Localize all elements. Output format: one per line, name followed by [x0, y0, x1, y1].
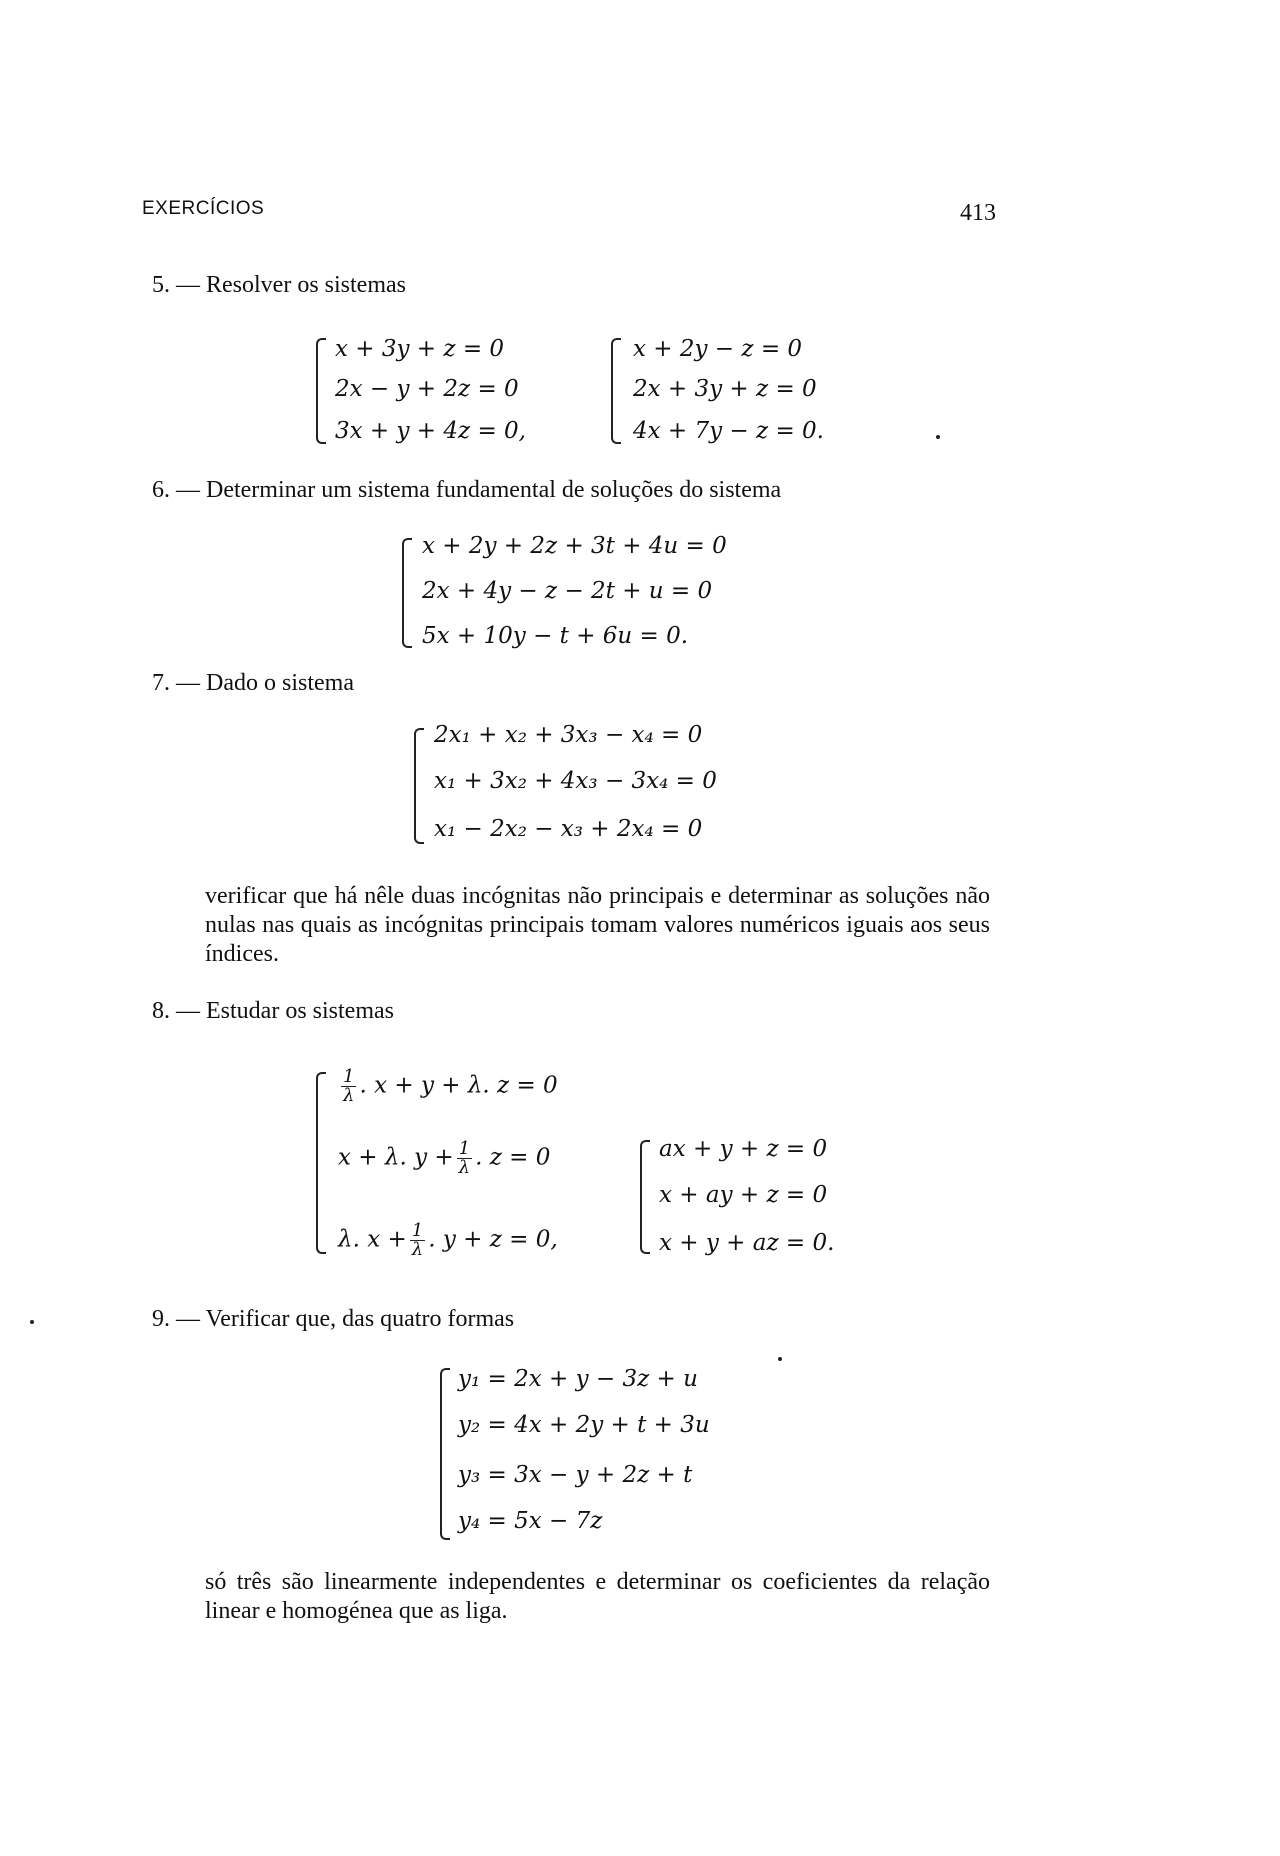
- equation-lambda-1: [338, 1068, 558, 1105]
- equation: y₃ = 3x − y + 2z + t: [458, 1462, 693, 1488]
- equation: y₂ = 4x + 2y + t + 3u: [458, 1412, 710, 1438]
- equation-rest: . y + z = 0,: [428, 1226, 558, 1253]
- stray-dot: [936, 435, 940, 439]
- exercise-9-text: só três são linearmente independentes e determinar os coeficientes da relação linear e homogénea que as liga.: [205, 1569, 990, 1624]
- fraction-numerator: 1: [411, 1220, 424, 1241]
- equation: 3x + y + 4z = 0,: [335, 418, 526, 444]
- equation: ax + y + z = 0: [659, 1136, 828, 1162]
- equation: 2x₁ + x₂ + 3x₃ − x₄ = 0: [434, 722, 703, 748]
- stray-dot: [30, 1320, 34, 1324]
- fraction-denominator: λ: [343, 1085, 355, 1106]
- equation: y₄ = 5x − 7z: [458, 1508, 603, 1534]
- equation-start: x + λ. y +: [338, 1144, 454, 1171]
- fraction-denominator: λ: [411, 1239, 424, 1260]
- brace-left: [640, 1140, 650, 1254]
- exercise-5-label: 5. — Resolver os sistemas: [152, 272, 406, 298]
- equation-lambda-3: [338, 1222, 558, 1259]
- page-number: 413: [960, 200, 996, 226]
- equation: 2x + 3y + z = 0: [633, 376, 817, 402]
- exercise-7-label: 7. — Dado o sistema: [152, 670, 354, 696]
- equation: 5x + 10y − t + 6u = 0.: [422, 623, 689, 649]
- equation: 4x + 7y − z = 0.: [633, 418, 824, 444]
- brace-left: [316, 338, 326, 444]
- equation: y₁ = 2x + y − 3z + u: [458, 1366, 698, 1392]
- brace-left: [402, 538, 412, 648]
- equation: x + 3y + z = 0: [335, 336, 505, 362]
- fraction-numerator: 1: [458, 1138, 471, 1159]
- exercise-8-label: 8. — Estudar os sistemas: [152, 998, 394, 1024]
- equation: x + ay + z = 0: [659, 1182, 828, 1208]
- brace-left: [611, 338, 621, 444]
- exercise-7-text: verificar que há nêle duas incógnitas não principais e determinar as soluções não nulas nas quais as incógnitas principais tomam valores numéricos iguais aos seus índices.: [205, 883, 990, 967]
- equation: x₁ − 2x₂ − x₃ + 2x₄ = 0: [434, 816, 703, 842]
- fraction: [457, 1140, 472, 1177]
- equation-rest: . z = 0: [475, 1144, 551, 1171]
- fraction: [410, 1222, 425, 1259]
- running-header: EXERCÍCIOS: [142, 198, 265, 219]
- equation: x + 2y + 2z + 3t + 4u = 0: [422, 533, 727, 559]
- equation-rest: . x + y + λ. z = 0: [359, 1072, 558, 1099]
- equation: x + 2y − z = 0: [633, 336, 803, 362]
- fraction-numerator: 1: [343, 1066, 355, 1087]
- brace-left: [316, 1072, 326, 1254]
- equation: x + y + az = 0.: [659, 1230, 835, 1256]
- fraction: [341, 1068, 356, 1105]
- equation: 2x + 4y − z − 2t + u = 0: [422, 578, 713, 604]
- exercise-9-label: 9. — Verificar que, das quatro formas: [152, 1306, 515, 1332]
- fraction-denominator: λ: [458, 1157, 471, 1178]
- stray-dot: [778, 1357, 782, 1361]
- equation-lambda-2: [338, 1140, 550, 1177]
- equation-start: λ. x +: [338, 1226, 407, 1253]
- brace-left: [440, 1368, 450, 1540]
- equation: x₁ + 3x₂ + 4x₃ − 3x₄ = 0: [434, 768, 717, 794]
- equation: 2x − y + 2z = 0: [335, 376, 519, 402]
- exercise-6-label: 6. — Determinar um sistema fundamental de soluções do sistema: [152, 477, 782, 503]
- brace-left: [414, 728, 424, 844]
